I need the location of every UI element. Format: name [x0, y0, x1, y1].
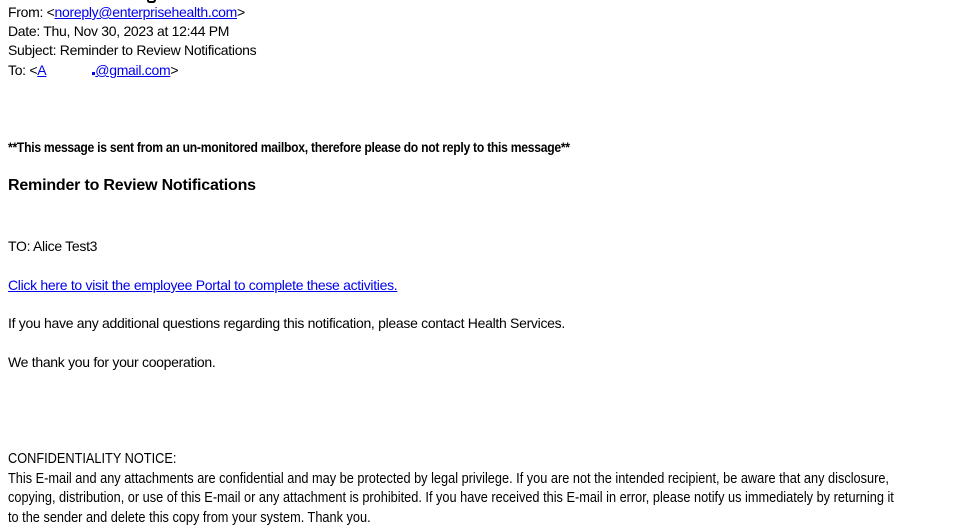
- date-line: Date: Thu, Nov 30, 2023 at 12:44 PM: [8, 23, 230, 39]
- portal-link-line: [8, 277, 397, 293]
- to-line: [8, 62, 178, 78]
- confidentiality-notice-line: This E-mail and any attachments are confidential and may be protected by legal privilege. If you are not the intended recipient, be aware that any disclosure,: [8, 469, 889, 487]
- to-label: To: <: [8, 62, 38, 78]
- confidentiality-notice: [8, 449, 962, 527]
- confidentiality-notice-title: CONFIDENTIALITY NOTICE:: [8, 450, 177, 467]
- to-email-domain-link[interactable]: @gmail.com: [95, 62, 171, 78]
- from-email-link[interactable]: noreply@enterprisehealth.com: [54, 4, 237, 20]
- from-line: [8, 4, 245, 20]
- employee-portal-link[interactable]: Click here to visit the employee Portal to complete these activities.: [8, 277, 398, 293]
- unmonitored-mailbox-warning: [8, 140, 632, 156]
- thanks-line: We thank you for your cooperation.: [8, 354, 216, 370]
- unmonitored-mailbox-warning-text: **This message is sent from an un-monitored mailbox, therefore please do not reply to this message**: [8, 140, 570, 155]
- from-label: From: <: [8, 4, 55, 20]
- email-title-heading: Reminder to Review Notifications: [8, 177, 256, 194]
- from-close-bracket: >: [237, 4, 245, 20]
- clipped-text-fragment: [147, 0, 156, 3]
- subject-line: Subject: Reminder to Review Notifications: [8, 42, 257, 58]
- questions-line: If you have any additional questions regarding this notification, please contact Health Services.: [8, 315, 565, 331]
- to-email-first-letter[interactable]: A: [37, 62, 47, 78]
- recipient-name-line: TO: Alice Test3: [8, 238, 98, 254]
- confidentiality-notice-line: copying, distribution, or use of this E-mail or any attachment is prohibited. If you have received this E-mail in error, please notify us immediately by returning it: [8, 489, 894, 506]
- redacted-email-area: [46, 74, 92, 75]
- confidentiality-notice-line: to the sender and delete this copy from your system. Thank you.: [8, 508, 371, 526]
- to-close-bracket: >: [170, 62, 179, 78]
